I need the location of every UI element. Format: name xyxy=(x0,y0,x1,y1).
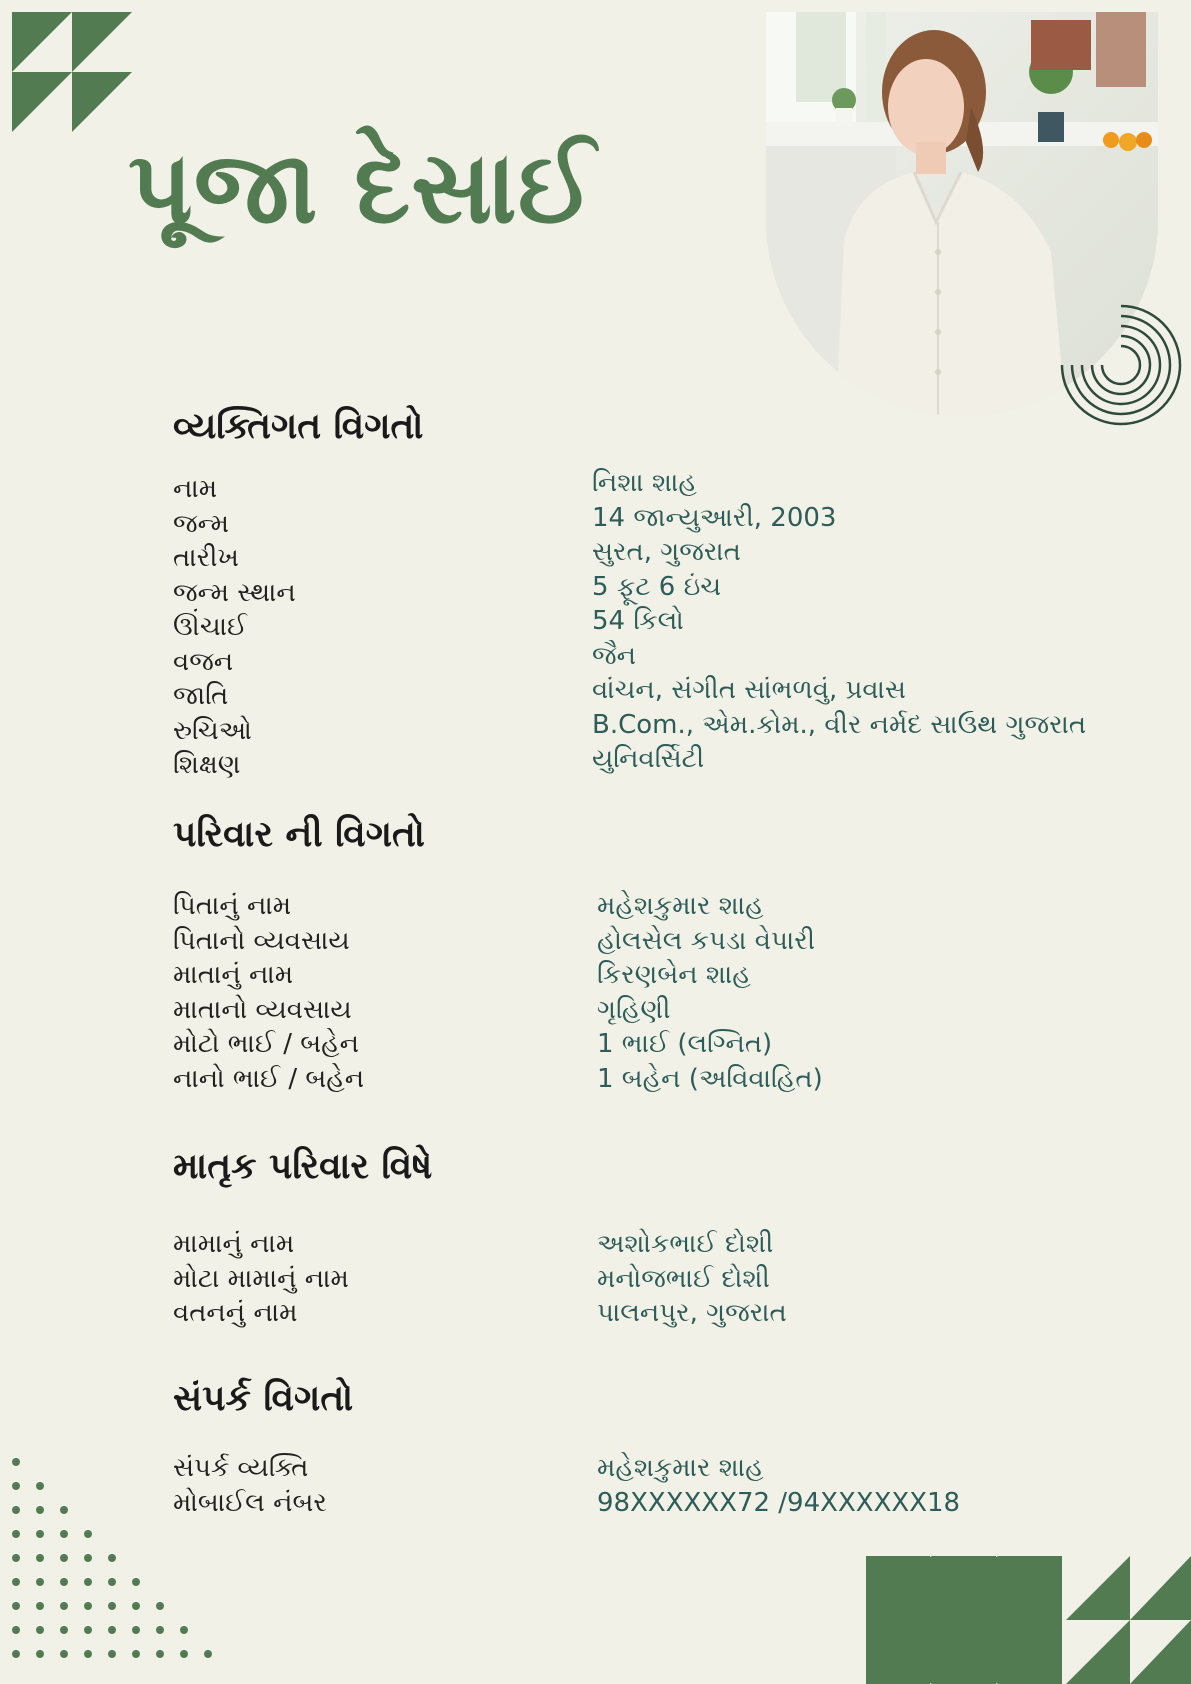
label-education: શિક્ષણ xyxy=(173,750,241,780)
value-mother-occupation: ગૃહિણી xyxy=(597,994,671,1025)
value-mother-name: કિરણબેન શાહ xyxy=(597,960,751,990)
label-father-name: પિતાનું નામ xyxy=(173,891,292,921)
value-birthdate: 14 જાન્યુઆરી, 2003 xyxy=(592,502,837,533)
value-mobile-number: 98XXXXXX72 /94XXXXXX18 xyxy=(597,1487,961,1518)
label-height: ઊંચાઈ xyxy=(173,612,248,642)
value-father-name: મહેશકુમાર શાહ xyxy=(597,891,764,921)
value-elder-sibling: 1 ભાઈ (લગ્નિત) xyxy=(597,1029,773,1059)
label-interests: રુચિઓ xyxy=(173,715,252,746)
triangle-decoration-top-left xyxy=(12,12,132,132)
family-details-heading: પરિવાર ની વિગતો xyxy=(173,814,425,855)
maternal-labels xyxy=(173,1227,349,1331)
concentric-arcs-decoration xyxy=(1058,302,1184,428)
label-mobile-number: મોબાઈલ નંબર xyxy=(173,1487,327,1518)
value-birthplace: સુરત, ગુજરાત xyxy=(592,537,741,567)
value-interests: વાંચન, સંગીત સાંભળવું, પ્રવાસ xyxy=(592,675,906,705)
label-name: નામ xyxy=(173,474,218,504)
label-mother-occupation: માતાનો વ્યવસાય xyxy=(173,994,352,1025)
geometric-shapes-bottom-right xyxy=(866,1556,1191,1684)
value-education-cont: યુનિવર્સિટી xyxy=(592,744,705,774)
value-elder-maternal-uncle: મનોજભાઈ દોશી xyxy=(597,1263,770,1294)
value-name: નિશા શાહ xyxy=(592,468,697,498)
label-father-occupation: પિતાનો વ્યવસાય xyxy=(173,925,350,956)
value-contact-person: મહેશકુમાર શાહ xyxy=(597,1453,764,1483)
label-maternal-uncle: મામાનું નામ xyxy=(173,1229,295,1259)
value-father-occupation: હોલસેલ કપડા વેપારી xyxy=(597,925,816,956)
label-caste: જાતિ xyxy=(173,681,229,711)
personal-values xyxy=(592,466,1086,777)
label-date: તારીખ xyxy=(173,543,239,573)
dot-pattern-bottom-left xyxy=(10,1456,240,1676)
label-contact-person: સંપર્ક વ્યક્તિ xyxy=(173,1453,309,1483)
value-maternal-uncle: અશોકભાઈ દોશી xyxy=(597,1229,774,1259)
maternal-values xyxy=(597,1227,787,1331)
label-elder-maternal-uncle: મોટા મામાનું નામ xyxy=(173,1263,349,1294)
family-values xyxy=(597,889,823,1096)
label-birthplace: જન્મ સ્થાન xyxy=(173,577,296,608)
value-younger-sibling: 1 બહેન (અવિવાહિત) xyxy=(597,1063,823,1094)
label-younger-sibling: નાનો ભાઈ / બહેન xyxy=(173,1063,365,1094)
label-elder-sibling: મોટો ભાઈ / બહેન xyxy=(173,1029,360,1059)
label-mother-name: માતાનું નામ xyxy=(173,960,294,990)
label-native-place: વતનનું નામ xyxy=(173,1298,298,1328)
personal-details-heading: વ્યક્તિગત વિગતો xyxy=(173,406,424,447)
value-native-place: પાલનપુર, ગુજરાત xyxy=(597,1298,787,1328)
value-weight: 54 કિલો xyxy=(592,606,684,636)
profile-name-title: પૂજા દેસાઈ xyxy=(128,129,596,246)
family-labels xyxy=(173,889,364,1096)
value-education: B.Com., એમ.કોમ., વીર નર્મદ સાઉથ ગુજરાત xyxy=(592,709,1087,740)
label-weight: વજન xyxy=(173,646,234,677)
contact-details-heading: સંપર્ક વિગતો xyxy=(173,1378,354,1419)
contact-values xyxy=(597,1451,960,1520)
value-height: 5 ફૂટ 6 ઇંચ xyxy=(592,571,722,602)
value-caste: જૈન xyxy=(592,640,636,671)
maternal-family-heading: માતૃક પરિવાર વિષે xyxy=(173,1146,433,1187)
label-birth: જન્મ xyxy=(173,508,229,539)
personal-labels xyxy=(173,472,296,783)
